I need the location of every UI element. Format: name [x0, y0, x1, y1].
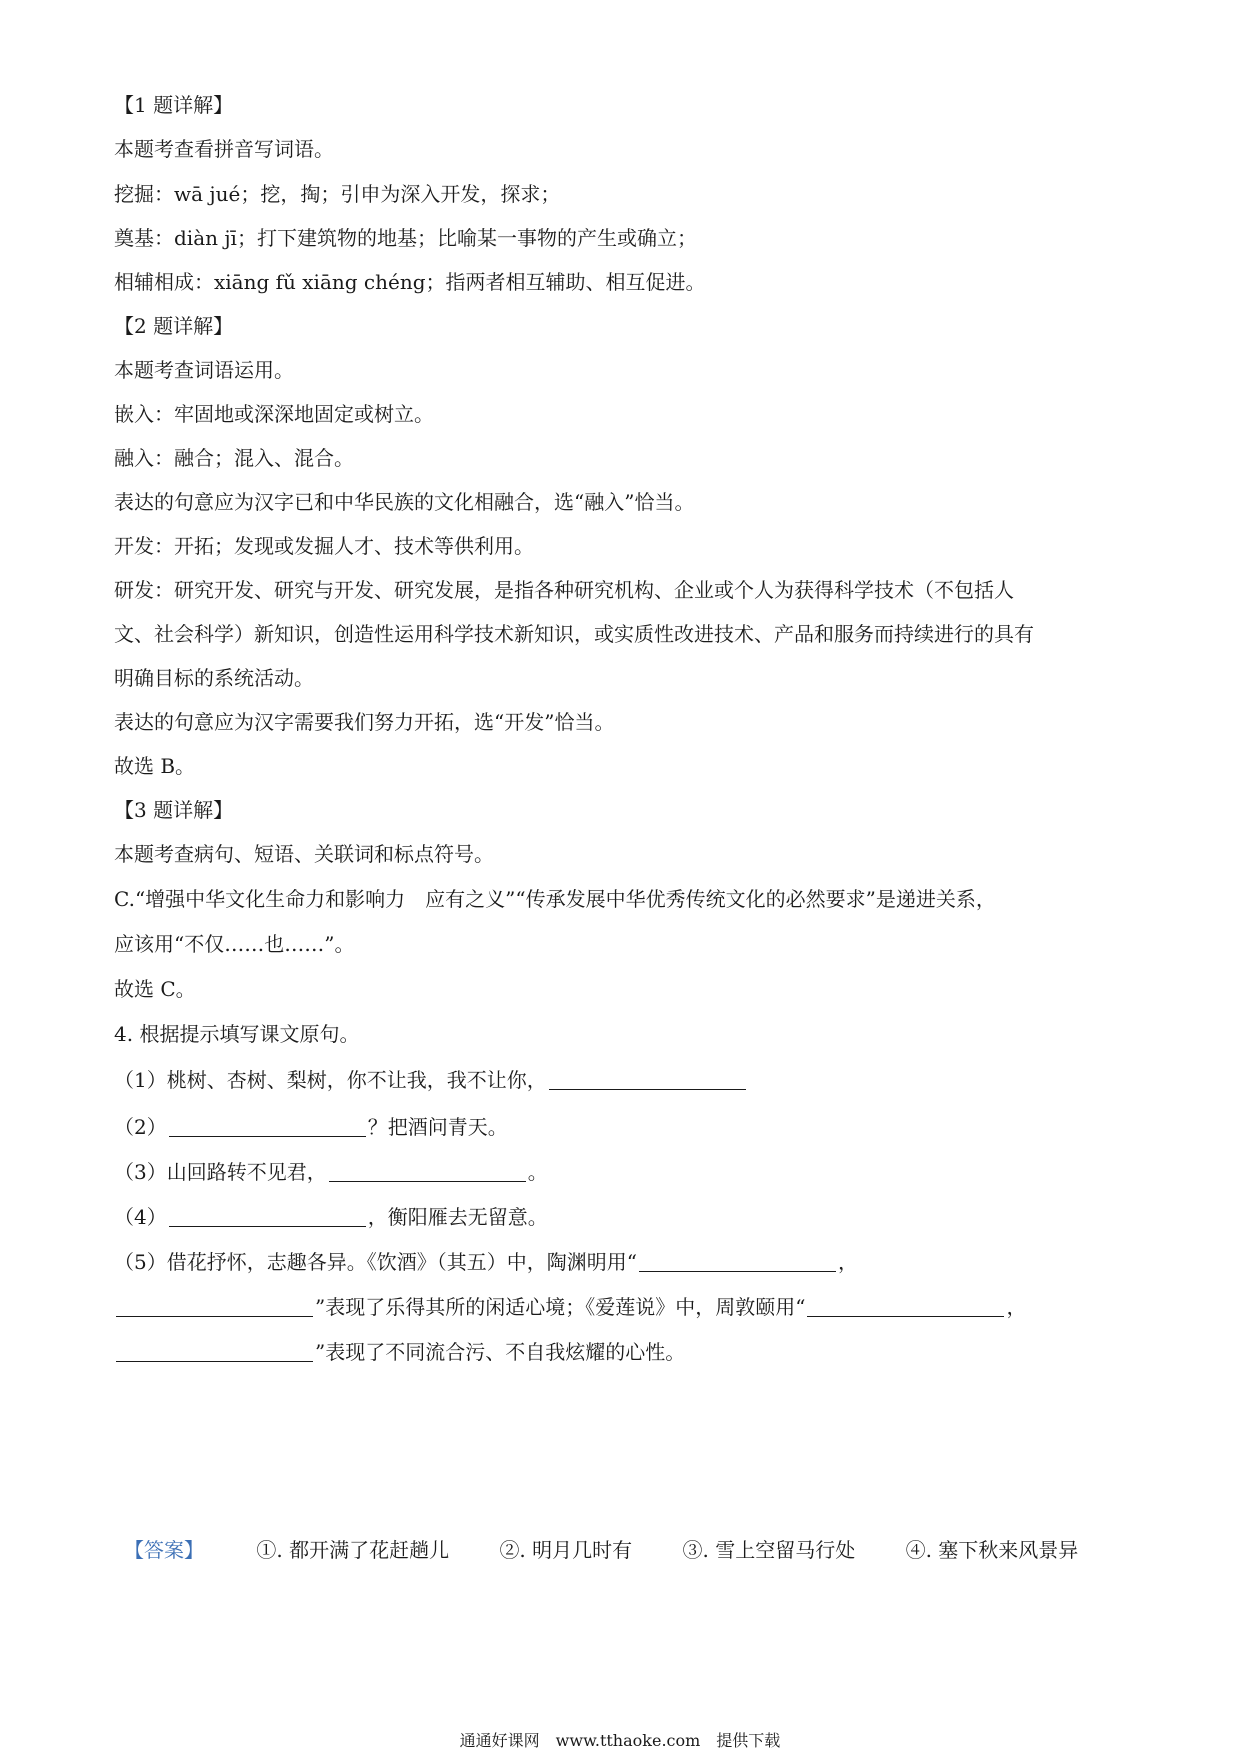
- paragraph: 嵌入：牢固地或深深地固定或树立。: [114, 402, 434, 426]
- answer-item: ②. 明月几时有: [499, 1538, 633, 1562]
- answer-item: ④. 塞下秋来风景异: [905, 1538, 1079, 1562]
- answer-blank: [639, 1251, 836, 1272]
- q5c-text: ”表现了不同流合污、不自我炫耀的心性。: [315, 1340, 686, 1364]
- fill-blank-q3: [114, 1159, 548, 1185]
- paragraph: 研发：研究开发、研究与开发、研究发展，是指各种研究机构、企业或个人为获得科学技术（不包括人: [114, 578, 1014, 602]
- paragraph: 明确目标的系统活动。: [114, 666, 314, 690]
- fill-blank-q2: [114, 1114, 508, 1140]
- paragraph: 表达的句意应为汉字需要我们努力开拓，选“开发”恰当。: [114, 710, 615, 734]
- q5b-text: ”表现了乐得其所的闲适心境；《爱莲说》中，周敦颐用“: [315, 1295, 806, 1319]
- answer-blank: [807, 1296, 1004, 1317]
- paragraph: 本题考查词语运用。: [114, 358, 294, 382]
- q2-prefix: （2）: [114, 1115, 167, 1139]
- section-heading-q1: 【1 题详解】: [114, 93, 234, 117]
- question-4-heading: 4. 根据提示填写课文原句。: [114, 1022, 360, 1046]
- fill-blank-q1: [114, 1067, 748, 1093]
- answer-blank: [329, 1161, 526, 1182]
- q1-text: （1）桃树、杏树、梨树，你不让我，我不让你，: [114, 1068, 547, 1092]
- q5b-comma: ，: [1006, 1295, 1027, 1319]
- paragraph: 本题考查病句、短语、关联词和标点符号。: [114, 842, 494, 866]
- paragraph: 应该用“不仅……也……”。: [114, 932, 355, 956]
- q5-comma: ，: [837, 1250, 858, 1274]
- answer-item: ③. 雪上空留马行处: [682, 1538, 856, 1562]
- fill-blank-q5-line3: [114, 1339, 685, 1365]
- paragraph: 相辅相成：xiāng fǔ xiāng chéng；指两者相互辅助、相互促进。: [114, 270, 706, 294]
- fill-blank-q5: [114, 1249, 858, 1275]
- q4-suffix: ，衡阳雁去无留意。: [367, 1205, 548, 1229]
- answer-row: [124, 1537, 1122, 1563]
- q2-suffix: ？把酒问青天。: [367, 1115, 508, 1139]
- paragraph: 开发：开拓；发现或发掘人才、技术等供利用。: [114, 534, 534, 558]
- paragraph: 挖掘：wā jué；挖，掏；引申为深入开发，探求；: [114, 182, 561, 206]
- paragraph: 故选 C。: [114, 977, 196, 1001]
- answer-item: ①. 都开满了花赶趟儿: [256, 1538, 450, 1562]
- paragraph: 本题考查看拼音写词语。: [114, 137, 334, 161]
- answer-blank: [169, 1206, 366, 1227]
- paragraph: 表达的句意应为汉字已和中华民族的文化相融合，选“融入”恰当。: [114, 490, 695, 514]
- q5-text: （5）借花抒怀，志趣各异。《饮酒》（其五）中，陶渊明用“: [114, 1250, 637, 1274]
- paragraph: 文、社会科学）新知识，创造性运用科学技术新知识，或实质性改进技术、产品和服务而持续进行的具有: [114, 622, 1034, 646]
- page-footer: 通通好课网 www.tthaoke.com 提供下载: [459, 1731, 781, 1750]
- section-heading-q2: 【2 题详解】: [114, 314, 234, 338]
- answer-blank: [549, 1069, 746, 1090]
- answer-blank: [116, 1341, 313, 1362]
- fill-blank-q4: [114, 1204, 548, 1230]
- q3-text: （3）山回路转不见君，: [114, 1160, 327, 1184]
- answer-blank: [116, 1296, 313, 1317]
- paragraph: C.“增强中华文化生命力和影响力 应有之义”“传承发展中华优秀传统文化的必然要求”是递进关系，: [114, 887, 996, 911]
- paragraph: 奠基：diàn jī；打下建筑物的地基；比喻某一事物的产生或确立；: [114, 226, 697, 250]
- q3-suffix: 。: [527, 1160, 548, 1184]
- q4-prefix: （4）: [114, 1205, 167, 1229]
- paragraph: 融入：融合；混入、混合。: [114, 446, 354, 470]
- section-heading-q3: 【3 题详解】: [114, 798, 234, 822]
- answer-label: 【答案】: [124, 1538, 204, 1562]
- paragraph: 故选 B。: [114, 754, 196, 778]
- answer-blank: [169, 1116, 366, 1137]
- fill-blank-q5-line2: [114, 1294, 1026, 1320]
